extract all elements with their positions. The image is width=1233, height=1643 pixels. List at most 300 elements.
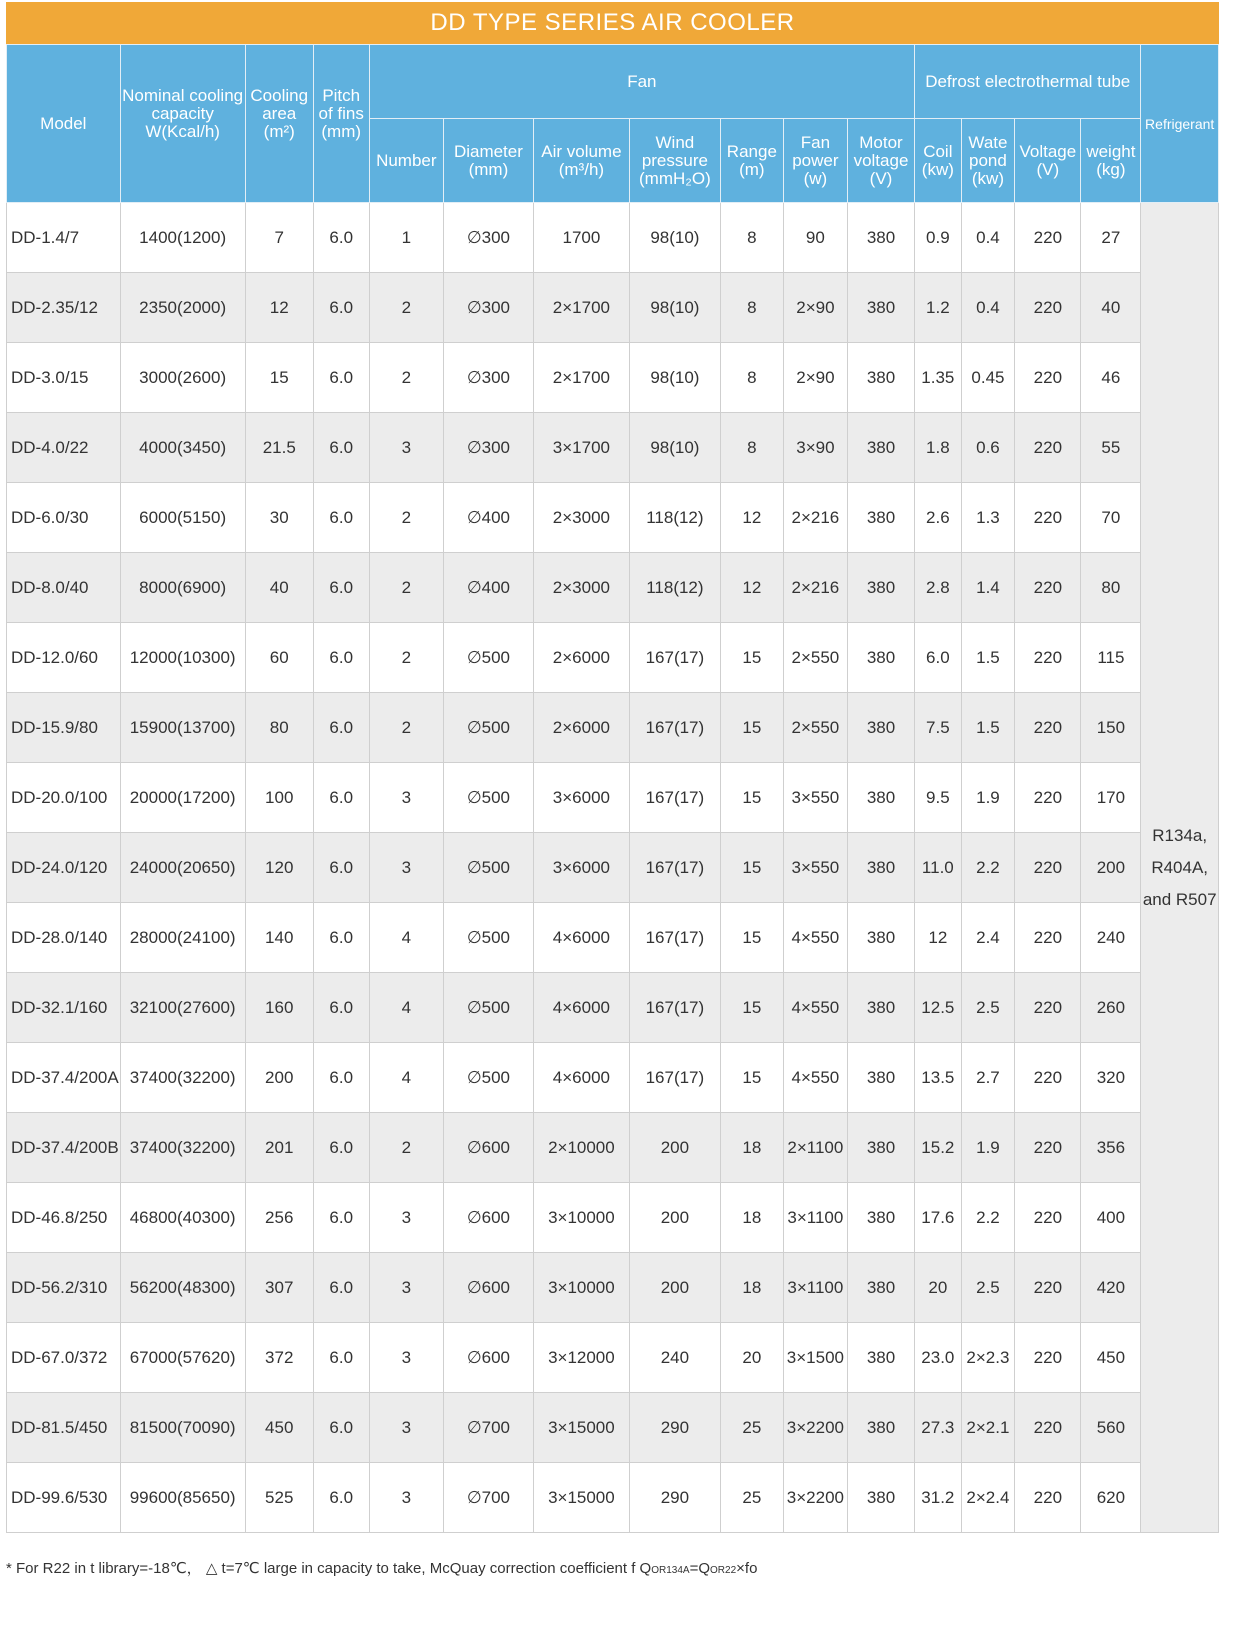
table-cell: 200 [629,1183,720,1253]
table-cell: 450 [245,1393,313,1463]
table-cell: 6.0 [313,693,369,763]
header-nominal-capacity: Nominal cooling capacity W(Kcal/h) [120,45,245,203]
table-cell: 55 [1081,413,1141,483]
table-cell: 2350(2000) [120,273,245,343]
table-cell: 2 [369,483,443,553]
header-fin-pitch: Pitch of fins (mm) [313,45,369,203]
table-cell: 12.5 [915,973,961,1043]
table-cell: 380 [847,413,914,483]
table-cell: 98(10) [629,413,720,483]
table-cell: ∅700 [443,1393,533,1463]
table-cell: 3×15000 [533,1393,629,1463]
table-cell: 380 [847,1393,914,1463]
table-cell: 3×2200 [783,1463,847,1533]
table-cell: 6.0 [313,623,369,693]
table-row [7,413,1219,483]
table-cell: 380 [847,1323,914,1393]
model-cell: DD-28.0/140 [7,903,121,973]
table-cell: 1.9 [961,1113,1015,1183]
table-cell: 6.0 [313,1113,369,1183]
table-cell: 3 [369,1463,443,1533]
table-cell: 98(10) [629,273,720,343]
table-cell: 8 [720,203,783,273]
table-cell: 170 [1081,763,1141,833]
table-cell: 15.2 [915,1113,961,1183]
table-cell: 220 [1015,1323,1081,1393]
table-cell: 6.0 [313,1043,369,1113]
table-row [7,763,1219,833]
table-cell: 15 [720,973,783,1043]
table-cell: 3×6000 [533,763,629,833]
table-cell: 6.0 [313,553,369,623]
header-cooling-area: Cooling area (m²) [245,45,313,203]
table-cell: 200 [629,1253,720,1323]
model-cell: DD-6.0/30 [7,483,121,553]
table-cell: 420 [1081,1253,1141,1323]
table-cell: 118(12) [629,483,720,553]
table-cell: 6.0 [313,833,369,903]
table-cell: 220 [1015,763,1081,833]
footnote-subscript-r134a: OR134A [651,1565,690,1576]
table-cell: 2×216 [783,553,847,623]
table-cell: 4×6000 [533,973,629,1043]
table-cell: ∅400 [443,483,533,553]
table-cell: 1.35 [915,343,961,413]
table-cell: 380 [847,1113,914,1183]
table-cell: 2×2.1 [961,1393,1015,1463]
table-cell: 3 [369,1323,443,1393]
model-cell: DD-32.1/160 [7,973,121,1043]
table-cell: 525 [245,1463,313,1533]
table-cell: 15 [720,763,783,833]
table-cell: 220 [1015,833,1081,903]
table-cell: 2×90 [783,273,847,343]
table-cell: 380 [847,903,914,973]
table-cell: 380 [847,203,914,273]
table-row [7,553,1219,623]
table-cell: 3×10000 [533,1183,629,1253]
table-cell: 2×550 [783,623,847,693]
header-defrost-voltage: Voltage (V) [1015,119,1081,203]
table-cell: 380 [847,1043,914,1113]
table-cell: 6.0 [313,1393,369,1463]
table-cell: 356 [1081,1113,1141,1183]
table-cell: 3×12000 [533,1323,629,1393]
table-cell: 2×216 [783,483,847,553]
table-row [7,1183,1219,1253]
table-cell: ∅500 [443,693,533,763]
table-cell: 1.9 [961,763,1015,833]
footnote-tail: ×fo [736,1560,758,1577]
table-cell: 307 [245,1253,313,1323]
table-row [7,623,1219,693]
table-cell: 3×1700 [533,413,629,483]
table-cell: 220 [1015,343,1081,413]
table-cell: ∅500 [443,623,533,693]
table-cell: 6.0 [313,973,369,1043]
table-row [7,1043,1219,1113]
table-cell: 118(12) [629,553,720,623]
table-cell: 28000(24100) [120,903,245,973]
table-cell: 70 [1081,483,1141,553]
table-cell: 1.5 [961,623,1015,693]
model-cell: DD-67.0/372 [7,1323,121,1393]
table-cell: 150 [1081,693,1141,763]
table-cell: 7.5 [915,693,961,763]
table-cell: 98(10) [629,343,720,413]
table-cell: 6.0 [313,1323,369,1393]
table-cell: 80 [1081,553,1141,623]
table-cell: 98(10) [629,203,720,273]
table-cell: 6.0 [313,1183,369,1253]
table-cell: 2×6000 [533,623,629,693]
table-cell: 2.6 [915,483,961,553]
table-cell: 8 [720,413,783,483]
table-cell: 2×1100 [783,1113,847,1183]
table-cell: 18 [720,1183,783,1253]
table-cell: 99600(85650) [120,1463,245,1533]
table-cell: 2.7 [961,1043,1015,1113]
table-row [7,973,1219,1043]
table-cell: 2×550 [783,693,847,763]
table-cell: ∅500 [443,763,533,833]
header-fan-air-volume: Air volume (m³/h) [533,119,629,203]
table-cell: 20000(17200) [120,763,245,833]
table-cell: 290 [629,1463,720,1533]
header-fan-motor-voltage: Motor voltage (V) [847,119,914,203]
table-cell: ∅300 [443,343,533,413]
table-cell: 2×2.4 [961,1463,1015,1533]
table-cell: ∅600 [443,1253,533,1323]
table-cell: 220 [1015,273,1081,343]
table-cell: 27.3 [915,1393,961,1463]
table-title: DD TYPE SERIES AIR COOLER [6,2,1219,44]
table-cell: 220 [1015,693,1081,763]
table-cell: 220 [1015,1113,1081,1183]
table-cell: 8 [720,273,783,343]
table-cell: 320 [1081,1043,1141,1113]
table-cell: 3×15000 [533,1463,629,1533]
header-fan-range: Range (m) [720,119,783,203]
table-cell: 18 [720,1253,783,1323]
table-cell: ∅400 [443,553,533,623]
header-weight: weight (kg) [1081,119,1141,203]
table-cell: 6.0 [313,343,369,413]
table-cell: 24000(20650) [120,833,245,903]
table-cell: ∅600 [443,1323,533,1393]
table-cell: 2×3000 [533,483,629,553]
table-cell: 2×3000 [533,553,629,623]
table-cell: 15 [720,693,783,763]
table-cell: 15 [720,833,783,903]
table-cell: 13.5 [915,1043,961,1113]
table-cell: 220 [1015,1463,1081,1533]
model-cell: DD-20.0/100 [7,763,121,833]
table-cell: 120 [245,833,313,903]
header-fan-diameter: Diameter (mm) [443,119,533,203]
table-cell: 2.5 [961,1253,1015,1323]
table-cell: 380 [847,483,914,553]
table-cell: 380 [847,1183,914,1253]
header-refrigerant: Refrigerant [1141,45,1219,203]
table-cell: 40 [1081,273,1141,343]
table-cell: 6.0 [313,483,369,553]
table-cell: 290 [629,1393,720,1463]
table-cell: 220 [1015,413,1081,483]
table-cell: 12 [720,483,783,553]
table-cell: 4 [369,903,443,973]
table-cell: 1.3 [961,483,1015,553]
footnote-text: * For R22 in t library=-18℃， △ t=7℃ large in capacity to take, McQuay correction coefficient f Q [6,1560,652,1577]
table-row [7,903,1219,973]
model-cell: DD-81.5/450 [7,1393,121,1463]
table-row [7,1463,1219,1533]
table-cell: 3000(2600) [120,343,245,413]
model-cell: DD-37.4/200B [7,1113,121,1183]
table-cell: 17.6 [915,1183,961,1253]
table-cell: 167(17) [629,833,720,903]
header-defrost-coil: Coil (kw) [915,119,961,203]
table-cell: 4×6000 [533,903,629,973]
table-cell: 200 [245,1043,313,1113]
table-cell: 3 [369,1183,443,1253]
table-row [7,1323,1219,1393]
table-cell: 3 [369,833,443,903]
table-cell: 46 [1081,343,1141,413]
table-cell: 20 [915,1253,961,1323]
table-cell: 2×10000 [533,1113,629,1183]
table-cell: 380 [847,833,914,903]
table-cell: 1.5 [961,693,1015,763]
table-cell: 3 [369,1253,443,1323]
table-cell: ∅600 [443,1113,533,1183]
table-cell: 1.2 [915,273,961,343]
table-cell: 140 [245,903,313,973]
model-cell: DD-56.2/310 [7,1253,121,1323]
table-cell: 15 [720,623,783,693]
table-cell: 2 [369,623,443,693]
table-cell: 400 [1081,1183,1141,1253]
table-cell: 32100(27600) [120,973,245,1043]
table-cell: 115 [1081,623,1141,693]
table-cell: 560 [1081,1393,1141,1463]
table-cell: 2.5 [961,973,1015,1043]
table-cell: 1.4 [961,553,1015,623]
table-cell: 3×10000 [533,1253,629,1323]
table-cell: 167(17) [629,693,720,763]
table-row [7,203,1219,273]
table-cell: 2 [369,273,443,343]
table-cell: 3 [369,763,443,833]
table-row [7,273,1219,343]
table-cell: 260 [1081,973,1141,1043]
table-cell: 220 [1015,903,1081,973]
table-cell: 2×6000 [533,693,629,763]
table-cell: 80 [245,693,313,763]
table-cell: 2.8 [915,553,961,623]
model-cell: DD-99.6/530 [7,1463,121,1533]
table-cell: 1400(1200) [120,203,245,273]
table-cell: 2 [369,1113,443,1183]
table-cell: 1 [369,203,443,273]
table-cell: 167(17) [629,623,720,693]
table-cell: 4000(3450) [120,413,245,483]
table-cell: 380 [847,623,914,693]
table-cell: 60 [245,623,313,693]
table-cell: 167(17) [629,903,720,973]
model-cell: DD-12.0/60 [7,623,121,693]
header-fan-power: Fan power (w) [783,119,847,203]
table-cell: 200 [629,1113,720,1183]
table-cell: 220 [1015,553,1081,623]
table-cell: 220 [1015,623,1081,693]
header-defrost-water-pond: Wate pond (kw) [961,119,1015,203]
table-cell: 167(17) [629,973,720,1043]
page [6,2,1219,1533]
spec-table [6,44,1219,1533]
table-cell: 3×550 [783,833,847,903]
table-cell: 37400(32200) [120,1043,245,1113]
table-cell: 200 [1081,833,1141,903]
table-row [7,1393,1219,1463]
table-cell: 20 [720,1323,783,1393]
table-cell: 3 [369,1393,443,1463]
table-cell: 12 [245,273,313,343]
table-cell: 220 [1015,1253,1081,1323]
model-cell: DD-1.4/7 [7,203,121,273]
table-cell: 4×6000 [533,1043,629,1113]
table-cell: 2 [369,553,443,623]
table-cell: 2×1700 [533,343,629,413]
table-cell: 23.0 [915,1323,961,1393]
table-cell: 0.4 [961,273,1015,343]
table-cell: 220 [1015,203,1081,273]
table-cell: ∅500 [443,903,533,973]
table-cell: 256 [245,1183,313,1253]
table-cell: 0.6 [961,413,1015,483]
table-cell: 372 [245,1323,313,1393]
table-cell: 25 [720,1393,783,1463]
table-cell: 160 [245,973,313,1043]
table-cell: 6.0 [313,903,369,973]
table-cell: 220 [1015,483,1081,553]
table-cell: 2 [369,693,443,763]
header-defrost-group: Defrost electrothermal tube [915,45,1141,119]
table-cell: 6.0 [915,623,961,693]
table-cell: 12000(10300) [120,623,245,693]
table-cell: 2 [369,343,443,413]
table-cell: 2.4 [961,903,1015,973]
table-cell: 3×550 [783,763,847,833]
table-cell: ∅600 [443,1183,533,1253]
table-cell: 4×550 [783,973,847,1043]
table-cell: 67000(57620) [120,1323,245,1393]
table-cell: 220 [1015,1393,1081,1463]
table-cell: 6.0 [313,1253,369,1323]
table-cell: 380 [847,553,914,623]
table-cell: 3×1100 [783,1253,847,1323]
table-cell: 380 [847,273,914,343]
table-cell: 6.0 [313,1463,369,1533]
table-cell: 3×6000 [533,833,629,903]
table-cell: 30 [245,483,313,553]
table-cell: 6.0 [313,203,369,273]
refrigerant-cell: R134a, R404A, and R507 [1141,203,1219,1533]
table-cell: 380 [847,343,914,413]
table-cell: 220 [1015,973,1081,1043]
model-cell: DD-8.0/40 [7,553,121,623]
table-cell: 380 [847,693,914,763]
table-cell: 2×1700 [533,273,629,343]
table-cell: 7 [245,203,313,273]
table-cell: 380 [847,1253,914,1323]
table-cell: 220 [1015,1183,1081,1253]
table-cell: 12 [915,903,961,973]
table-cell: 15 [245,343,313,413]
table-cell: 15900(13700) [120,693,245,763]
footnote-equals: =Q [689,1560,711,1577]
model-cell: DD-15.9/80 [7,693,121,763]
table-cell: 4×550 [783,1043,847,1113]
table-cell: 2×2.3 [961,1323,1015,1393]
table-cell: 90 [783,203,847,273]
table-cell: ∅500 [443,833,533,903]
table-cell: 100 [245,763,313,833]
table-cell: ∅300 [443,413,533,483]
header-fan-wind-pressure: Wind pressure (mmH₂O) [629,119,720,203]
table-cell: 15 [720,903,783,973]
table-cell: 167(17) [629,763,720,833]
table-row [7,483,1219,553]
header-fan-number: Number [369,119,443,203]
table-cell: 37400(32200) [120,1113,245,1183]
table-cell: 3×2200 [783,1393,847,1463]
header-fan-group: Fan [369,45,914,119]
footnote-subscript-r22: OR22 [710,1565,737,1576]
table-cell: 380 [847,973,914,1043]
table-cell: 4×550 [783,903,847,973]
table-cell: 3×1100 [783,1183,847,1253]
table-cell: 4 [369,973,443,1043]
table-cell: 18 [720,1113,783,1183]
table-cell: 6.0 [313,763,369,833]
table-cell: 15 [720,1043,783,1113]
table-cell: 56200(48300) [120,1253,245,1323]
model-cell: DD-4.0/22 [7,413,121,483]
table-cell: 21.5 [245,413,313,483]
table-cell: 9.5 [915,763,961,833]
table-cell: 12 [720,553,783,623]
table-cell: 8 [720,343,783,413]
table-cell: ∅500 [443,1043,533,1113]
table-cell: 167(17) [629,1043,720,1113]
table-row [7,833,1219,903]
table-cell: 0.45 [961,343,1015,413]
table-cell: 2.2 [961,1183,1015,1253]
table-cell: 6.0 [313,273,369,343]
table-row [7,1253,1219,1323]
table-cell: 40 [245,553,313,623]
table-cell: 4 [369,1043,443,1113]
table-cell: 81500(70090) [120,1393,245,1463]
table-cell: 3 [369,413,443,483]
table-cell: 8000(6900) [120,553,245,623]
header-model: Model [7,45,121,203]
model-cell: DD-24.0/120 [7,833,121,903]
table-cell: 2.2 [961,833,1015,903]
table-cell: 1.8 [915,413,961,483]
table-cell: 27 [1081,203,1141,273]
